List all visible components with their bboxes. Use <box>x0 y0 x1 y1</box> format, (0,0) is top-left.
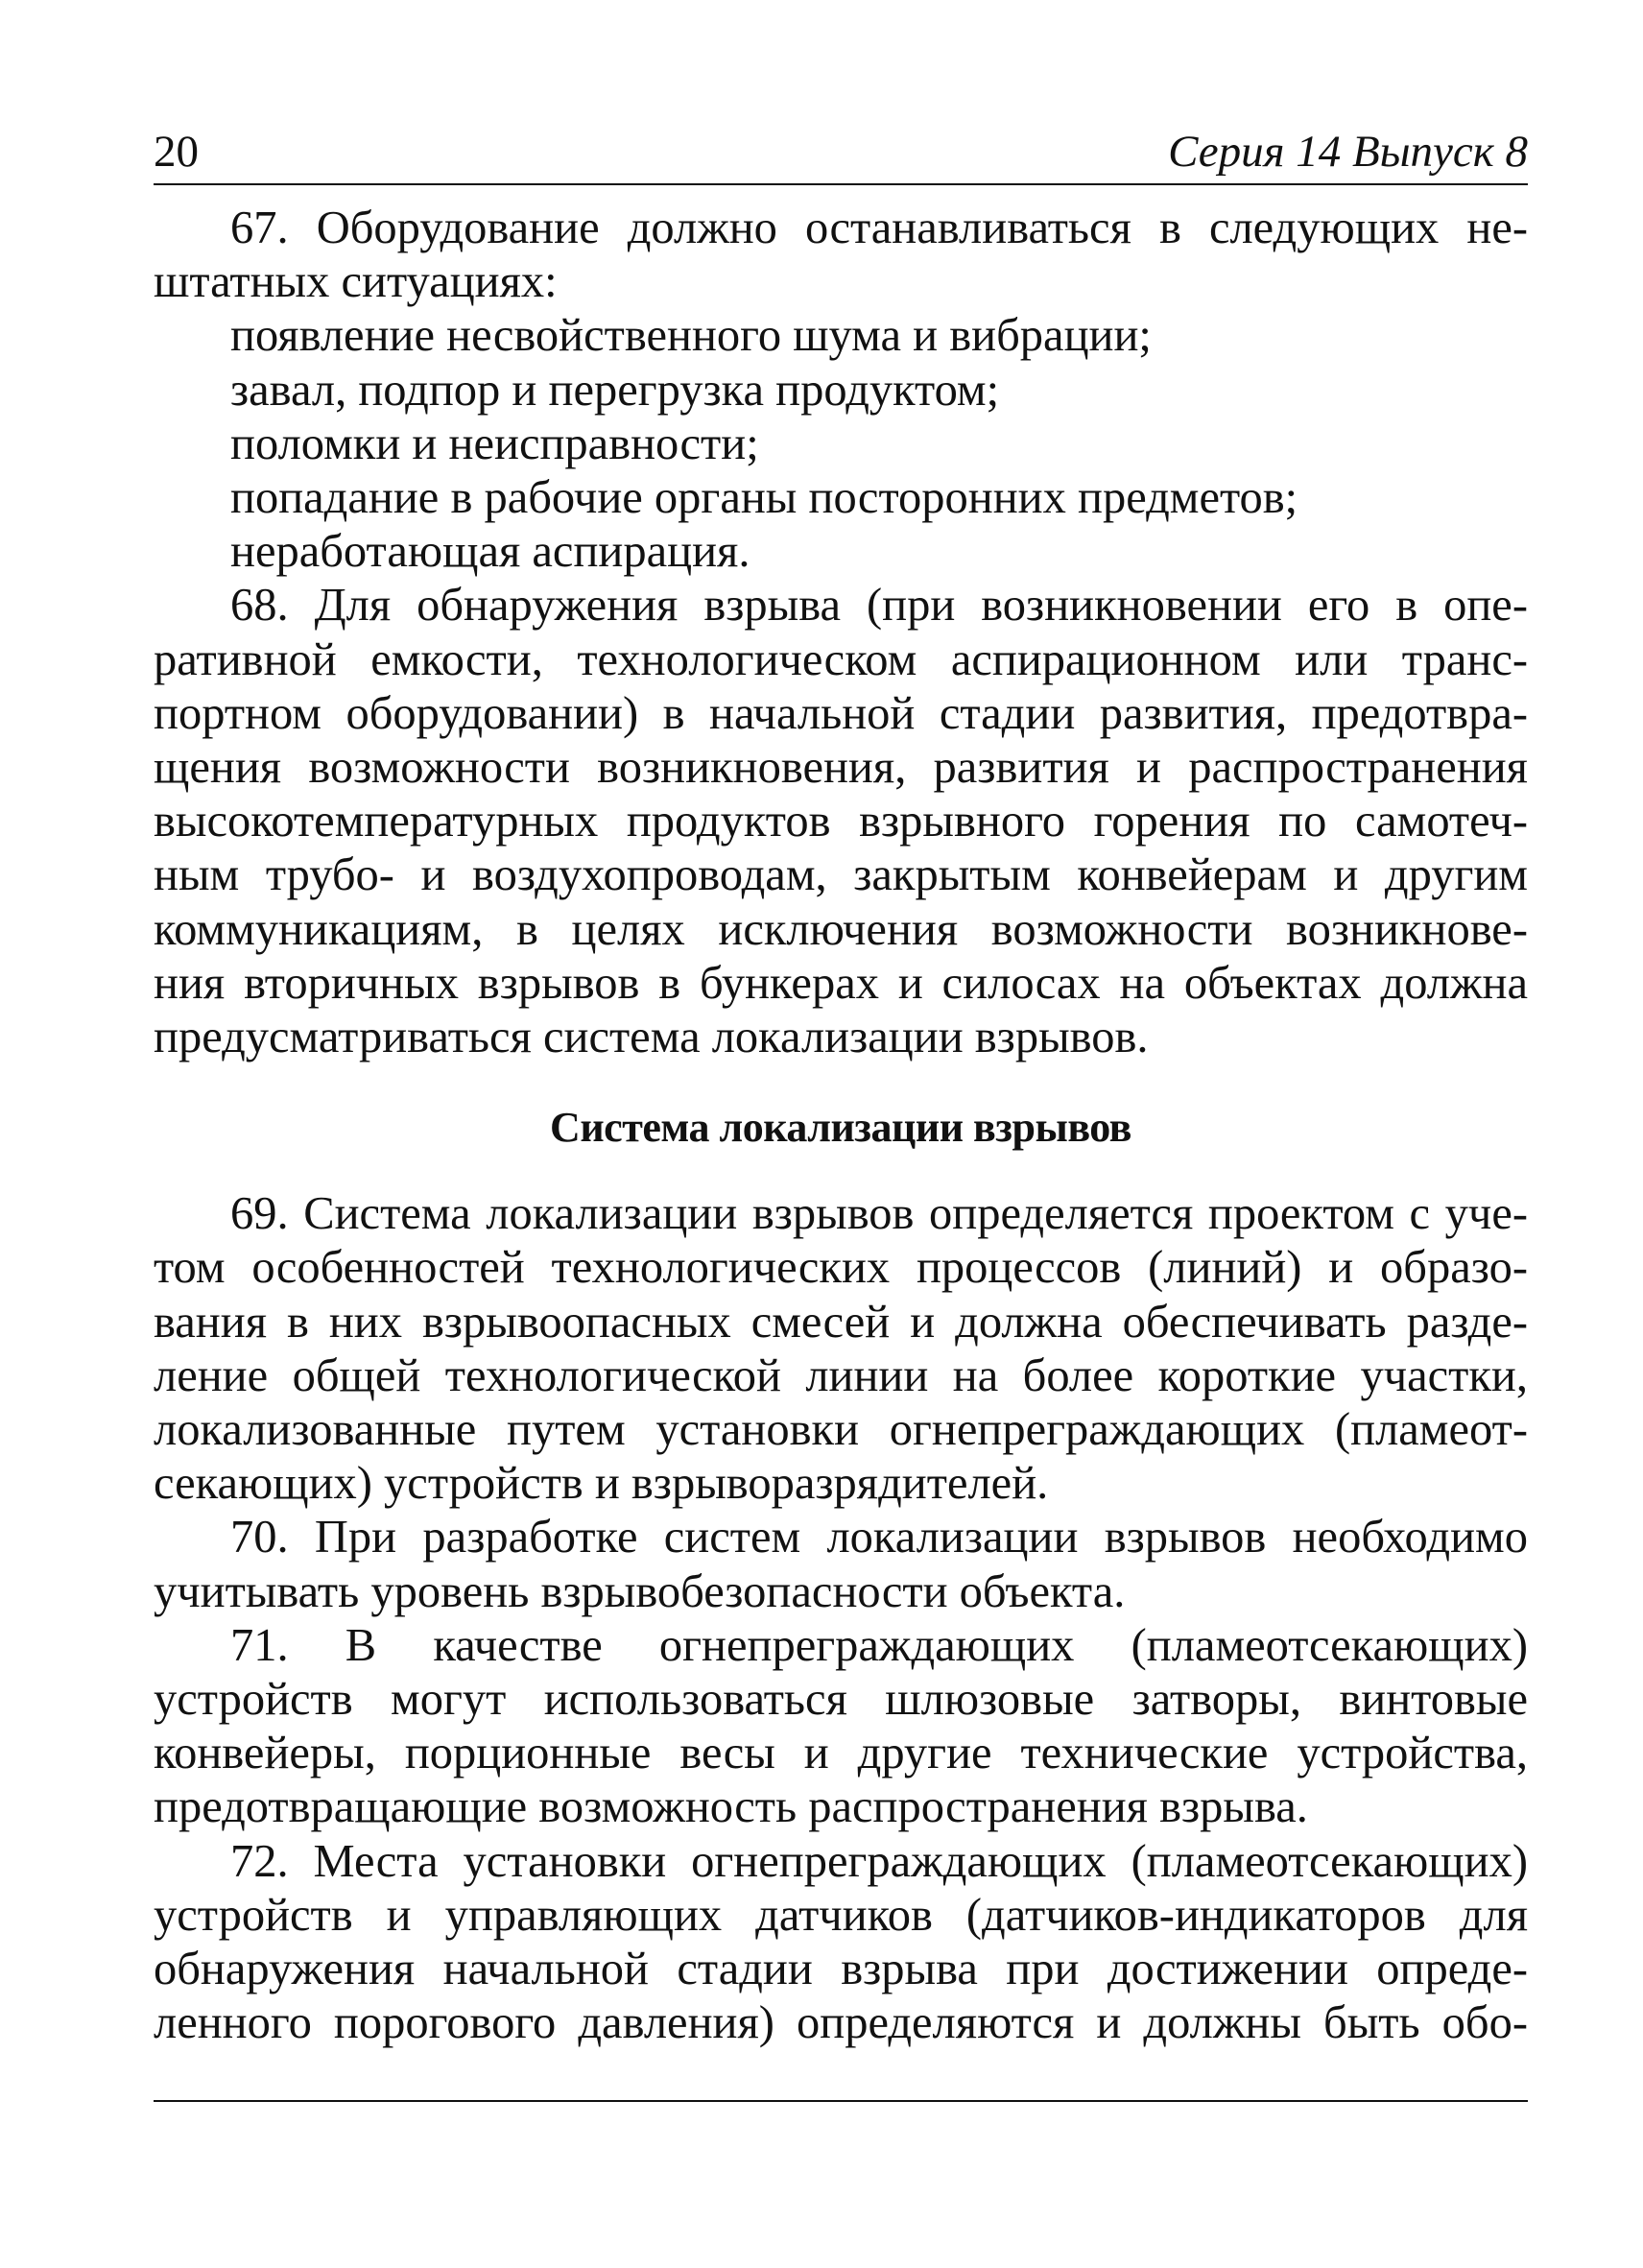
text-line: устройств и управляющих датчиков (датчиков-индикаторов для <box>154 1889 1528 1941</box>
paragraph-67 <box>154 202 1528 579</box>
paragraph-71 <box>154 1619 1528 1835</box>
text-line: 68. Для обнаружения взрыва (при возникновении его в опе- <box>230 580 1528 632</box>
series-label: Серия 14 Выпуск 8 <box>1168 127 1528 177</box>
text-line: ленного порогового давления) определяются и должны быть обо- <box>154 1997 1528 2049</box>
text-line: обнаружения начальной стадии взрыва при достижении опреде- <box>154 1944 1528 1995</box>
text-line: ративной емкости, технологическом аспирационном или транс- <box>154 633 1528 685</box>
text-line: вания в них взрывоопасных смесей и должна обеспечивать разде- <box>154 1296 1528 1348</box>
text-line: 70. При разработке систем локализации взрывов необходимо <box>230 1512 1528 1564</box>
text-line: штатных ситуациях: <box>154 256 558 308</box>
page-header <box>154 125 1528 179</box>
text-line: ление общей технологической линии на более короткие участки, <box>154 1349 1528 1401</box>
paragraph-68 <box>154 579 1528 1064</box>
list-item: появление несвойственного шума и вибрации; <box>230 310 1152 362</box>
text-line: коммуникациям, в целях исключения возможности возникнове- <box>154 903 1528 955</box>
section-heading: Система локализации взрывов <box>550 1104 1131 1152</box>
page-body <box>154 202 1528 2051</box>
text-line: высокотемпературных продуктов взрывного горения по самотеч- <box>154 796 1528 848</box>
paragraph-70 <box>154 1511 1528 1618</box>
text-line: портном оборудовании) в начальной стадии развития, предотвра- <box>154 687 1528 739</box>
text-line: 69. Система локализации взрывов определяется проектом с уче- <box>230 1188 1528 1240</box>
text-line: том особенностей технологических процессов (линий) и образо- <box>154 1242 1528 1294</box>
text-line: конвейеры, порционные весы и другие технические устройства, <box>154 1728 1528 1779</box>
footer-divider <box>154 2100 1528 2102</box>
text-line: 67. Оборудование должно останавливаться в следующих не- <box>230 203 1528 253</box>
text-line: локализованные путем установки огнепреграждающих (пламеот- <box>154 1404 1528 1456</box>
list-item: поломки и неисправности; <box>230 418 759 469</box>
text-line: предотвращающие возможность распространения взрыва. <box>154 1781 1308 1833</box>
text-line: секающих) устройств и взрыворазрядителей. <box>154 1458 1049 1510</box>
text-line: 71. В качестве огнепреграждающих (пламеотсекающих) <box>230 1619 1528 1671</box>
text-line: 72. Места установки огнепреграждающих (пламеотсекающих) <box>230 1835 1528 1887</box>
text-line: учитывать уровень взрывобезопасности объекта. <box>154 1565 1126 1617</box>
text-line: предусматриваться система локализации взрывов. <box>154 1012 1149 1063</box>
list-item: неработающая аспирация. <box>230 526 750 578</box>
header-divider <box>154 183 1528 185</box>
text-line: ным трубо- и воздухопроводам, закрытым конвейерам и другим <box>154 849 1528 901</box>
page-number: 20 <box>154 127 199 177</box>
text-line: ния вторичных взрывов в бункерах и силосах на объектах должна <box>154 957 1528 1009</box>
list-item: попадание в рабочие органы посторонних предметов; <box>230 472 1298 524</box>
list-item: завал, подпор и перегрузка продуктом; <box>230 364 1000 416</box>
text-line: щения возможности возникновения, развития и распространения <box>154 742 1528 794</box>
paragraph-69 <box>154 1187 1528 1511</box>
paragraph-72 <box>154 1835 1528 2051</box>
text-line: устройств могут использоваться шлюзовые затворы, винтовые <box>154 1674 1528 1726</box>
